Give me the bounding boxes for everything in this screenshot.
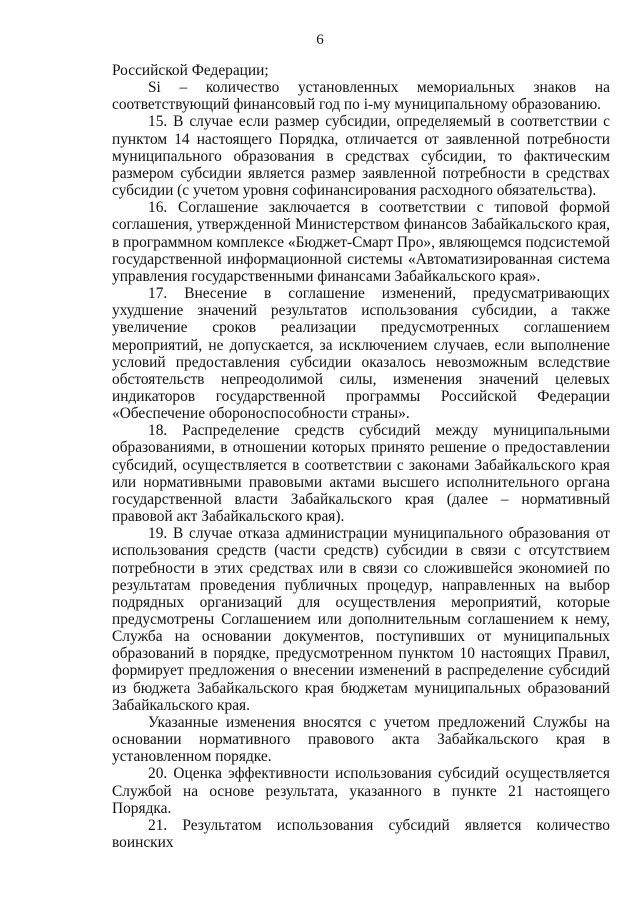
paragraph-20: 20. Оценка эффективности использования субсидий осуществляется Службой на основе результата, указанного в пункте 21 настоящего Порядка. <box>112 765 610 817</box>
paragraph-18: 18. Распределение средств субсидий между муниципальными образованиями, в отношении которых принято решение о предоставлении субсидий, осуществляется в соответствии с законами Забайкальского края или нормативными правовыми актами высшего исполнительного органа государственной власти Забайкальского края (далее – нормативный правовой акт Забайкальского края). <box>112 422 610 526</box>
paragraph-17: 17. Внесение в соглашение изменений, предусматривающих ухудшение значений результатов использования субсидии, а также увеличение сроков реализации предусмотренных соглашением мероприятий, не допускается, за исключением случаев, если выполнение условий предоставления субсидии оказалось невозможным вследствие обстоятельств непреодолимой силы, изменения значений целевых индикаторов государственной программы Российской Федерации «Обеспечение обороноспособности страны». <box>112 285 610 423</box>
paragraph-si-definition: Si – количество установленных мемориальных знаков на соответствующий финансовый год по i-му муниципальному образованию. <box>112 79 610 114</box>
paragraph-19: 19. В случае отказа администрации муниципального образования от использования средств (части средств) субсидии в связи с отсутствием потребности в этих средствах или в связи со сложившейся экономией по результатам проведения публичных процедур, направленных на выбор подрядных организаций для осуществления мероприятий, которые предусмотрены Соглашением или дополнительным соглашением к нему, Служба на основании документов, поступивших от муниципальных образований в порядке, предусмотренном пунктом 10 настоящих Правил, формирует предложения о внесении изменений в распределение субсидий из бюджета Забайкальского края бюджетам муниципальных образований Забайкальского края. <box>112 525 610 714</box>
page-number: 6 <box>316 32 324 48</box>
document-body <box>112 62 610 851</box>
paragraph-19-note: Указанные изменения вносятся с учетом предложений Службы на основании нормативного правового акта Забайкальского края в установленном порядке. <box>112 713 610 766</box>
paragraph-16: 16. Соглашение заключается в соответствии с типовой формой соглашения, утвержденной Министерством финансов Забайкальского края, в программном комплексе «Бюджет-Смарт Про», являющемся подсистемой государственной информационной системы «Автоматизированная система управления государственными финансами Забайкальского края». <box>112 199 610 285</box>
paragraph-21: 21. Результатом использования субсидий является количество воинских <box>112 816 610 852</box>
paragraph-15: 15. В случае если размер субсидии, определяемый в соответствии с пунктом 14 настоящего Порядка, отличается от заявленной потребности муниципального образования в средствах субсидии, то фактическим размером субсидии является размер заявленной потребности в средствах субсидии (с учетом уровня софинансирования расходного обязательства). <box>112 113 610 200</box>
paragraph-continuation: Российской Федерации; <box>112 62 269 79</box>
